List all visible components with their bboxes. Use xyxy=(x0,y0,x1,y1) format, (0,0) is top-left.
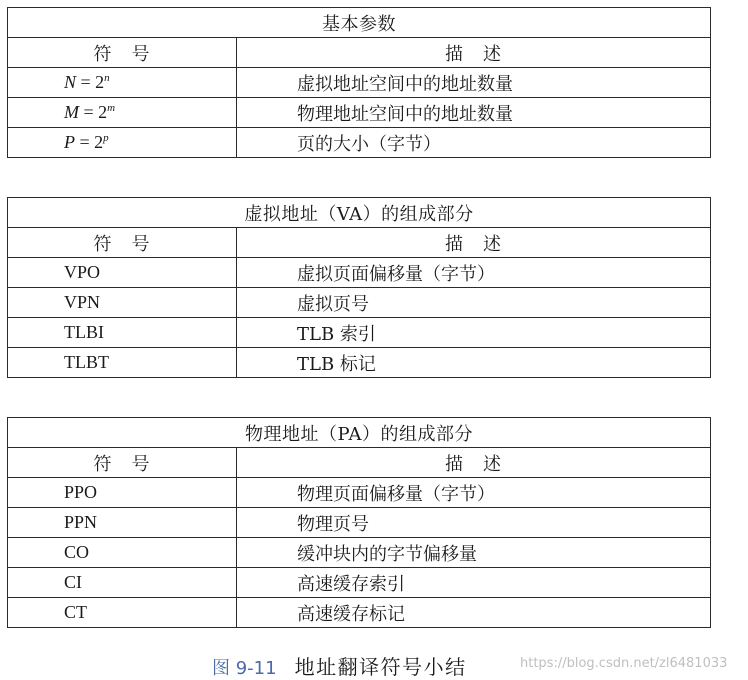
description-cell: 高速缓存索引 xyxy=(237,568,711,598)
table-row xyxy=(8,318,711,348)
table-row xyxy=(8,258,711,288)
description-cell: 缓冲块内的字节偏移量 xyxy=(237,538,711,568)
symbol-cell xyxy=(8,98,237,128)
symbol-cell: PPO xyxy=(8,478,237,508)
table-header-row xyxy=(8,228,711,258)
description-cell: 虚拟地址空间中的地址数量 xyxy=(237,68,711,98)
table-title: 基本参数 xyxy=(8,8,711,38)
description-cell: 页的大小（字节） xyxy=(237,128,711,158)
table-header-row xyxy=(8,38,711,68)
description-cell: TLB 标记 xyxy=(237,348,711,378)
symbol-cell: VPO xyxy=(8,258,237,288)
symbol-cell: CI xyxy=(8,568,237,598)
symbol-equation: = 2 xyxy=(75,132,104,152)
description-cell: TLB 索引 xyxy=(237,318,711,348)
description-cell: 虚拟页面偏移量（字节） xyxy=(237,258,711,288)
table-row xyxy=(8,68,711,98)
table-row xyxy=(8,98,711,128)
symbol-cell: CO xyxy=(8,538,237,568)
symbol-cell: PPN xyxy=(8,508,237,538)
symbol-column-header: 符 号 xyxy=(8,448,237,478)
description-column-header: 描 述 xyxy=(237,38,711,68)
symbol-cell xyxy=(8,128,237,158)
symbol-exponent: p xyxy=(103,132,109,144)
table-row xyxy=(8,508,711,538)
description-cell: 物理页号 xyxy=(237,508,711,538)
description-column-header: 描 述 xyxy=(237,228,711,258)
table-row xyxy=(8,568,711,598)
symbol-base: P xyxy=(64,132,75,152)
figure-caption xyxy=(212,651,467,680)
symbol-equation: = 2 xyxy=(79,102,108,122)
table-row xyxy=(8,288,711,318)
symbol-column-header: 符 号 xyxy=(8,38,237,68)
table-title: 虚拟地址（VA）的组成部分 xyxy=(8,198,711,228)
figure-number: 图 9-11 xyxy=(212,658,277,679)
symbol-base: M xyxy=(64,102,79,122)
table-row xyxy=(8,128,711,158)
description-cell: 虚拟页号 xyxy=(237,288,711,318)
symbol-equation: = 2 xyxy=(76,72,105,92)
table-header-row xyxy=(8,448,711,478)
basic-parameters-table xyxy=(7,7,711,158)
symbol-base: N xyxy=(64,72,77,92)
table-title-row xyxy=(8,418,711,448)
table-row xyxy=(8,348,711,378)
description-cell: 高速缓存标记 xyxy=(237,598,711,628)
symbol-cell xyxy=(8,68,237,98)
symbol-cell: TLBT xyxy=(8,348,237,378)
symbol-cell: VPN xyxy=(8,288,237,318)
description-cell: 物理页面偏移量（字节） xyxy=(237,478,711,508)
symbol-exponent: m xyxy=(107,102,116,114)
table-row xyxy=(8,538,711,568)
symbol-cell: CT xyxy=(8,598,237,628)
physical-address-table xyxy=(7,417,711,628)
description-cell: 物理地址空间中的地址数量 xyxy=(237,98,711,128)
table-row xyxy=(8,478,711,508)
table-title-row xyxy=(8,198,711,228)
symbol-column-header: 符 号 xyxy=(8,228,237,258)
figure-title: 地址翻译符号小结 xyxy=(294,655,467,679)
watermark-url: https://blog.csdn.net/zl6481033 xyxy=(520,656,728,671)
table-row xyxy=(8,598,711,628)
description-column-header: 描 述 xyxy=(237,448,711,478)
table-title: 物理地址（PA）的组成部分 xyxy=(8,418,711,448)
table-title-row xyxy=(8,8,711,38)
symbol-cell: TLBI xyxy=(8,318,237,348)
virtual-address-table xyxy=(7,197,711,378)
symbol-exponent: n xyxy=(104,72,110,84)
